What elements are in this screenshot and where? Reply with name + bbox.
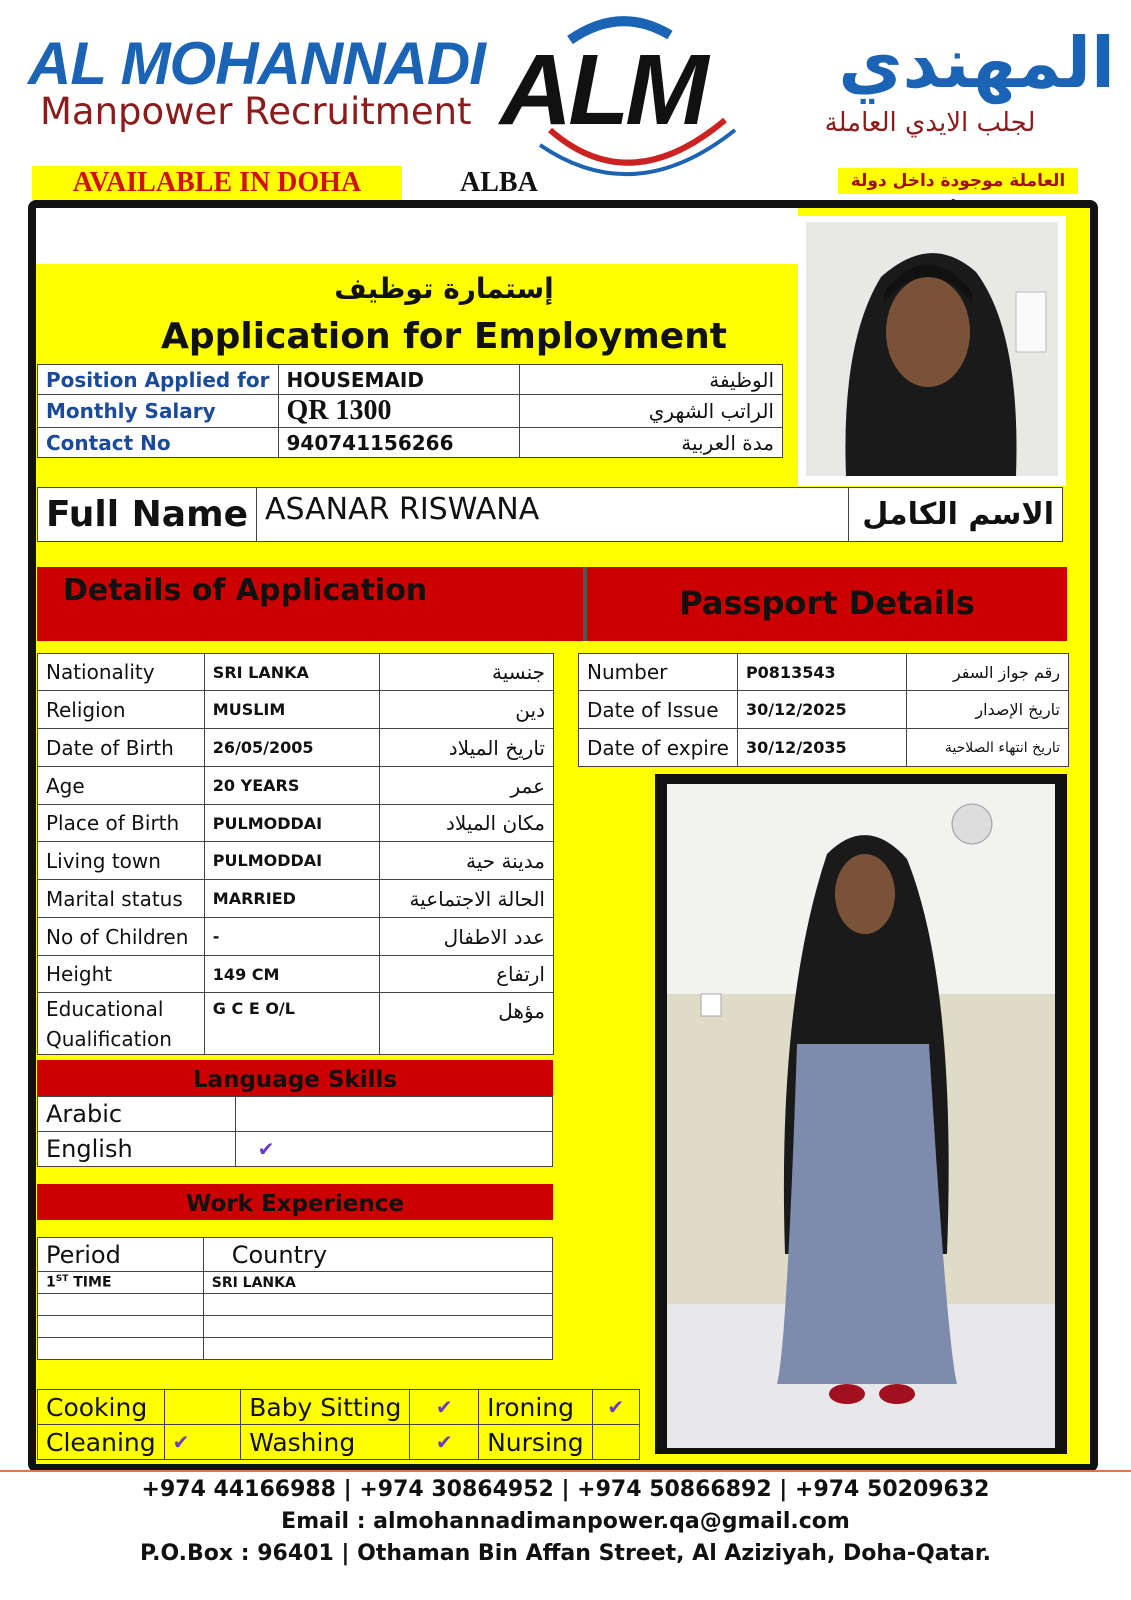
passport-table: [578, 653, 1069, 767]
company-logo-mark: ALM: [500, 34, 705, 146]
living-town-value: PULMODDAI: [204, 842, 379, 880]
skill-cooking-label: Cooking: [38, 1390, 165, 1425]
passport-number-label-arabic: رقم جواز السفر: [906, 654, 1068, 691]
salary-label-arabic: الراتب الشهري: [520, 395, 783, 428]
table-row: [38, 842, 554, 880]
check-mark-icon: ✔: [592, 1390, 639, 1425]
table-row: [38, 1272, 553, 1294]
position-label-arabic: الوظيفة: [520, 365, 783, 395]
expiry-date-label-arabic: تاريخ انتهاء الصلاحية: [906, 729, 1068, 767]
language-table: [37, 1096, 553, 1167]
salary-value: QR 1300: [278, 395, 520, 428]
education-label-arabic: مؤهل: [379, 993, 553, 1055]
age-value: 20 YEARS: [204, 767, 379, 805]
living-town-label: Living town: [38, 842, 205, 880]
company-tagline-arabic: لجلب الايدي العاملة: [824, 108, 1036, 138]
birthplace-value: PULMODDAI: [204, 805, 379, 842]
dob-label: Date of Birth: [38, 729, 205, 767]
footer-email: Email : almohannadimanpower.qa@gmail.com: [281, 1509, 850, 1534]
agent-label: ALBA: [460, 167, 538, 198]
position-value: HOUSEMAID: [278, 365, 520, 395]
table-row: [38, 767, 554, 805]
table-row: [38, 993, 554, 1055]
contact-value: 940741156266: [278, 428, 520, 458]
table-row: [579, 654, 1069, 691]
skill-ironing-label: Ironing: [479, 1390, 593, 1425]
form-title: Application for Employment: [160, 316, 727, 357]
form-title-arabic: إستمارة توظيف: [334, 272, 554, 305]
age-label: Age: [38, 767, 205, 805]
table-row: [38, 1390, 640, 1425]
nationality-value: SRI LANKA: [204, 654, 379, 691]
expiry-date-value: 30/12/2035: [737, 729, 906, 767]
table-row: [38, 880, 554, 918]
table-row: [38, 1294, 553, 1316]
language-skills-header: Language Skills: [37, 1060, 553, 1096]
full-name-label-arabic: الاسم الكامل: [849, 488, 1063, 542]
availability-badge: AVAILABLE IN DOHA: [32, 166, 402, 200]
position-table: [37, 364, 783, 458]
table-row: [38, 805, 554, 842]
height-label: Height: [38, 956, 205, 993]
nationality-label-arabic: جنسية: [379, 654, 553, 691]
birthplace-label-arabic: مكان الميلاد: [379, 805, 553, 842]
footer-address: P.O.Box : 96401 | Othaman Bin Affan Street, Al Aziziyah, Doha-Qatar.: [140, 1541, 991, 1566]
full-body-photo: [667, 784, 1055, 1448]
issue-date-label-arabic: تاريخ الإصدار: [906, 691, 1068, 729]
contact-label: Contact No: [38, 428, 279, 458]
table-row: [38, 1238, 553, 1272]
skills-table: [37, 1389, 640, 1460]
skill-nursing-check: [592, 1425, 639, 1460]
check-mark-icon: ✔: [410, 1390, 479, 1425]
period-value: 1ST TIME: [38, 1272, 204, 1294]
country-column-header: Country: [203, 1238, 552, 1272]
dob-value: 26/05/2005: [204, 729, 379, 767]
form-top-band: [36, 208, 798, 264]
skill-cleaning-label: Cleaning: [38, 1425, 165, 1460]
period-column-header: Period: [38, 1238, 204, 1272]
availability-badge-arabic: العاملة موجودة داخل دولة: [838, 168, 1078, 194]
footer-divider: [0, 1470, 1131, 1472]
expiry-date-label: Date of expire: [579, 729, 738, 767]
table-row: [38, 1097, 553, 1132]
table-row: [38, 1316, 553, 1338]
work-experience-header: Work Experience: [37, 1184, 553, 1220]
living-town-label-arabic: مدينة حية: [379, 842, 553, 880]
portrait-photo: [806, 222, 1058, 476]
skill-baby-sitting-label: Baby Sitting: [241, 1390, 410, 1425]
table-row: [38, 654, 554, 691]
children-value: -: [204, 918, 379, 956]
country-value: SRI LANKA: [203, 1272, 552, 1294]
skill-cooking-check: [164, 1390, 241, 1425]
table-row: [579, 729, 1069, 767]
religion-value: MUSLIM: [204, 691, 379, 729]
check-mark-icon: ✔: [410, 1425, 479, 1460]
skill-washing-label: Washing: [241, 1425, 410, 1460]
issue-date-value: 30/12/2025: [737, 691, 906, 729]
table-row: [38, 956, 554, 993]
education-value: G C E O/L: [204, 993, 379, 1055]
table-row: [38, 365, 783, 395]
table-row: [38, 729, 554, 767]
passport-number-value: P0813543: [737, 654, 906, 691]
table-row: [38, 1338, 553, 1360]
age-label-arabic: عمر: [379, 767, 553, 805]
company-logo-arabic: المهندي: [838, 22, 1115, 104]
passport-number-label: Number: [579, 654, 738, 691]
table-row: [579, 691, 1069, 729]
skill-nursing-label: Nursing: [479, 1425, 593, 1460]
full-name-value: ASANAR RISWANA: [257, 488, 849, 542]
position-label: Position Applied for: [38, 365, 279, 395]
marital-status-label: Marital status: [38, 880, 205, 918]
height-label-arabic: ارتفاع: [379, 956, 553, 993]
table-row: [38, 428, 783, 458]
table-row: [38, 1132, 553, 1167]
education-label: Educational Qualification: [38, 993, 205, 1055]
passport-header: Passport Details: [587, 567, 1067, 641]
children-label-arabic: عدد الاطفال: [379, 918, 553, 956]
table-row: [38, 1425, 640, 1460]
footer-phones: +974 44166988 | +974 30864952 | +974 50866892 | +974 50209632: [141, 1477, 990, 1502]
company-tagline: Manpower Recruitment: [40, 90, 472, 133]
check-mark-icon: ✔: [164, 1425, 241, 1460]
details-table: [37, 653, 554, 1055]
contact-label-arabic: مدة العربية: [520, 428, 783, 458]
table-row: [38, 918, 554, 956]
full-name-label: Full Name: [38, 488, 257, 542]
marital-status-value: MARRIED: [204, 880, 379, 918]
table-row: [38, 691, 554, 729]
birthplace-label: Place of Birth: [38, 805, 205, 842]
nationality-label: Nationality: [38, 654, 205, 691]
height-value: 149 CM: [204, 956, 379, 993]
language-arabic-check: [235, 1097, 552, 1132]
issue-date-label: Date of Issue: [579, 691, 738, 729]
table-row: [38, 395, 783, 428]
work-table: [37, 1237, 553, 1360]
company-logo-text: AL MOHANNADI: [28, 30, 485, 97]
full-name-table: [37, 487, 1063, 542]
dob-label-arabic: تاريخ الميلاد: [379, 729, 553, 767]
details-header: Details of Application: [37, 567, 583, 641]
marital-status-label-arabic: الحالة الاجتماعية: [379, 880, 553, 918]
religion-label: Religion: [38, 691, 205, 729]
language-english-label: English: [38, 1132, 236, 1167]
check-mark-icon: ✔: [235, 1132, 552, 1167]
salary-label: Monthly Salary: [38, 395, 279, 428]
religion-label-arabic: دين: [379, 691, 553, 729]
children-label: No of Children: [38, 918, 205, 956]
language-arabic-label: Arabic: [38, 1097, 236, 1132]
